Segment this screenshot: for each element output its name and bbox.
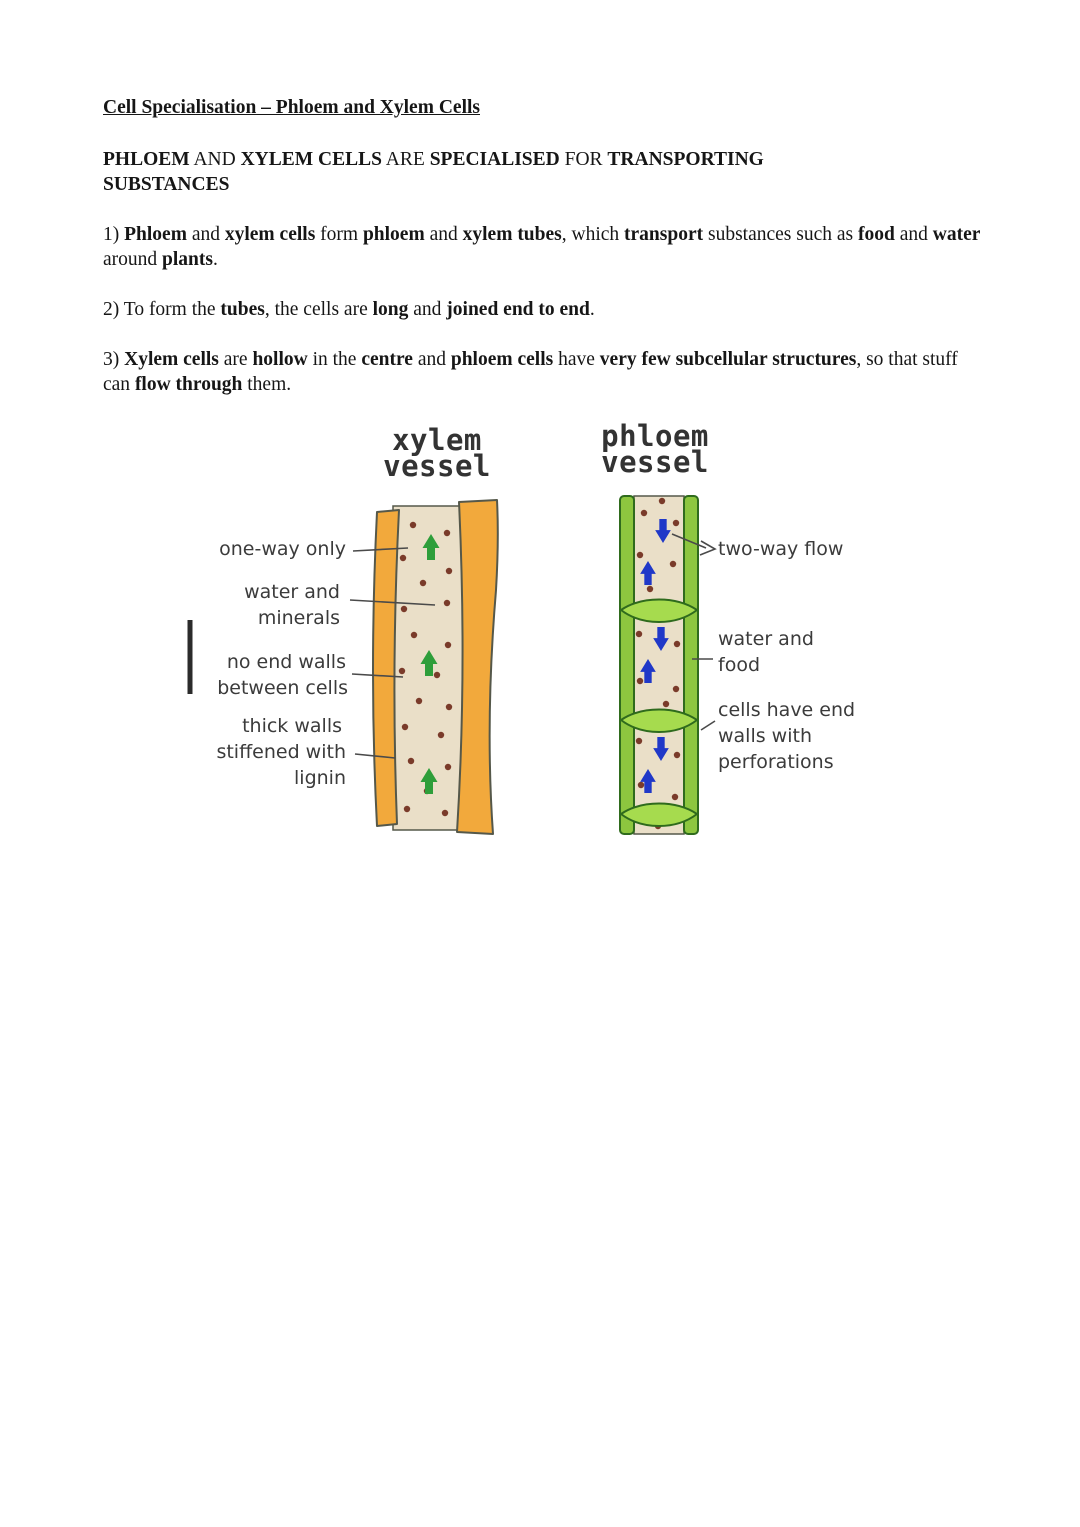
leader-end-walls	[701, 721, 715, 730]
xylem-left-wall	[373, 510, 399, 826]
section-heading: PHLOEM AND XYLEM CELLS ARE SPECIALISED FOR TRANSPORTING SUBSTANCES	[103, 149, 764, 195]
diagram-titles	[383, 422, 709, 483]
label-two-way-flow: two-way flow	[718, 538, 844, 560]
left-labels	[216, 538, 348, 789]
label-no-end-walls-line2: between cells	[217, 677, 348, 699]
label-thick-walls-line2: stiffened with	[216, 741, 346, 763]
label-thick-walls-line1: thick walls	[242, 715, 342, 737]
paragraph-1: 1) Phloem and xylem cells form phloem and xylem tubes, which transport substances such as food and water around plants.	[103, 224, 981, 270]
label-no-end-walls-line1: no end walls	[226, 651, 346, 673]
label-water-minerals-line1: water and	[244, 581, 340, 603]
page-title: Cell Specialisation – Phloem and Xylem Cells	[103, 97, 480, 118]
phloem-title-line2: vessel	[601, 445, 709, 479]
xylem-phloem-diagram	[150, 422, 910, 858]
phloem-right-wall	[684, 496, 698, 834]
label-water-minerals-line2: minerals	[257, 607, 340, 629]
right-labels	[718, 538, 855, 773]
xylem-right-wall	[457, 500, 498, 834]
two-way-arrowhead-icon	[700, 541, 715, 555]
xylem-vessel	[373, 500, 498, 834]
xylem-title-line2: vessel	[383, 449, 491, 483]
paragraph-2: 2) To form the tubes, the cells are long and joined end to end.	[103, 299, 595, 320]
xylem-title-line1: xylem	[392, 423, 482, 457]
phloem-left-wall	[620, 496, 634, 834]
label-end-walls-line1: cells have end	[718, 699, 856, 721]
label-water-food-line1: water and	[718, 628, 814, 650]
phloem-title-line1: phloem	[601, 422, 709, 453]
paragraph-3: 3) Xylem cells are hollow in the centre and phloem cells have very few subcellular structures, so that stuff can flow through them.	[103, 349, 958, 395]
label-end-walls-line3: perforations	[718, 751, 834, 773]
label-end-walls-line2: walls with	[718, 725, 812, 747]
label-one-way-only: one-way only	[219, 538, 346, 560]
label-water-food-line2: food	[718, 654, 760, 676]
phloem-vessel	[620, 496, 698, 834]
label-thick-walls-line3: lignin	[294, 767, 346, 789]
